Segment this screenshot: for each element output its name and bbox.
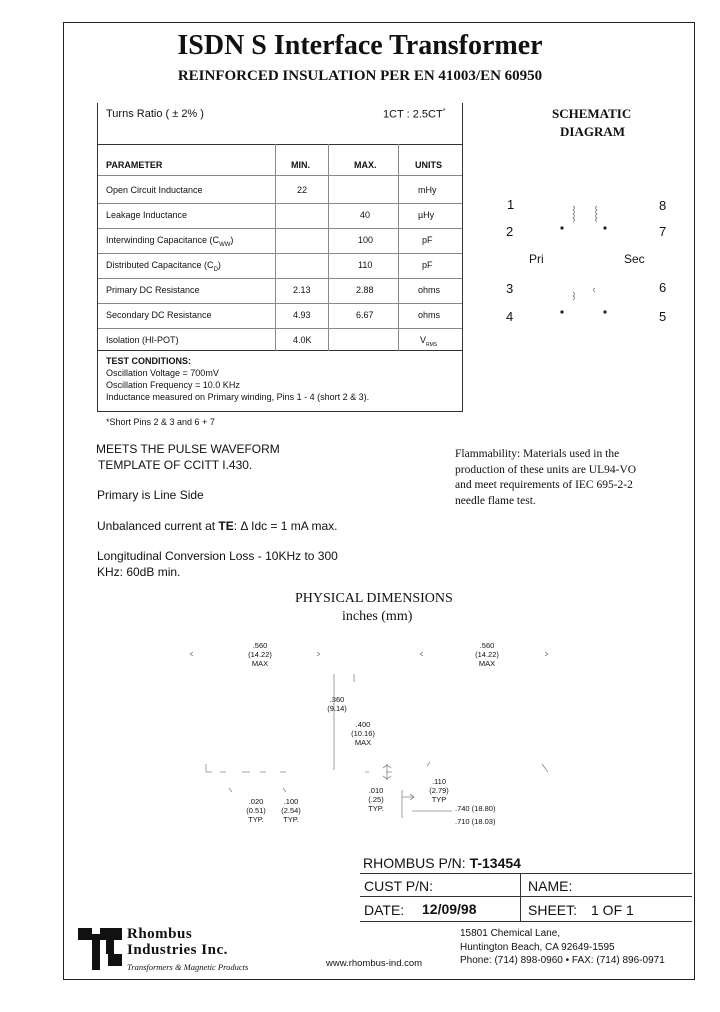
pin-label: 8 [659, 198, 667, 213]
dimension-label: .100 (2.54) TYP. [281, 797, 301, 824]
table-row-min: 4.93 [293, 310, 311, 320]
title-block-divider [520, 874, 521, 922]
col-header-parameter: PARAMETER [106, 160, 163, 170]
pin-label: 6 [659, 280, 667, 295]
test-condition-line: Inductance measured on Primary winding, Pins 1 - 4 (short 2 & 3). [106, 392, 370, 402]
test-condition-line: Oscillation Frequency = 10.0 KHz [106, 380, 240, 390]
pin-label: 4 [506, 309, 514, 324]
name-label: NAME: [528, 878, 573, 894]
table-row-units: pF [422, 235, 433, 245]
company-url[interactable]: www.rhombus-ind.com [326, 958, 423, 969]
part-number-label: RHOMBUS P/N: T-13454 [363, 855, 521, 871]
dimension-drawing [180, 640, 560, 830]
pin-label: 3 [506, 281, 514, 296]
dimension-label: .400 (10.16) MAX [351, 720, 375, 747]
schematic-title: SCHEMATIC [552, 106, 632, 121]
dimension-label: .560 (14.22) MAX [475, 641, 499, 668]
primary-label: Pri [529, 252, 544, 266]
table-row-min: 22 [297, 185, 308, 195]
rhombus-logo [78, 926, 124, 970]
company-name: Rhombus [127, 926, 193, 942]
table-row-units: µHy [418, 210, 435, 220]
primary-side-note: Primary is Line Side [97, 488, 204, 502]
page-title: ISDN S Interface Transformer [177, 30, 543, 61]
flammability-note: Flammability: Materials used in the production of these units are UL94-VO and meet requirements of IEC 695-2-2 needle flame test. [455, 448, 637, 507]
meets-text: MEETS THE PULSE WAVEFORM [96, 442, 280, 456]
table-row-param: Secondary DC Resistance [106, 310, 212, 320]
pin-label: 5 [659, 309, 667, 324]
title-block-divider [360, 873, 692, 874]
date-value: 12/09/98 [422, 901, 477, 917]
pin-label: 1 [507, 197, 515, 212]
company-name: Industries Inc. [127, 942, 228, 958]
table-row-param: Isolation (HI-POT) [106, 335, 179, 345]
dimension-label: .560 (14.22) MAX [248, 641, 272, 668]
footnote: *Short Pins 2 & 3 and 6 + 7 [106, 417, 215, 427]
table-row-units: $V_{RMS}$ [420, 335, 438, 348]
sheet-value: 1 OF 1 [591, 902, 634, 918]
table-row-max: 110 [358, 260, 373, 270]
title-block-divider [360, 921, 692, 922]
longitudinal-note: Longitudinal Conversion Loss - 10KHz to 300 [97, 549, 338, 563]
secondary-label: Sec [624, 252, 645, 266]
sheet-label: SHEET: [528, 902, 578, 918]
table-row-units: ohms [418, 310, 441, 320]
table-row-max: 2.88 [356, 285, 374, 295]
table-row-units: mHy [418, 185, 437, 195]
table-row-max: 100 [358, 235, 374, 245]
table-row-param: Interwinding Capacitance $(C_{WW})$ [106, 235, 234, 248]
col-header-units: UNITS [415, 160, 442, 170]
customer-pn-label: CUST P/N: [364, 878, 433, 894]
pin-label: 2 [506, 224, 514, 239]
table-row-param: Open Circuit Inductance [106, 185, 203, 195]
pin-label: 7 [659, 224, 667, 239]
company-address: Huntington Beach, CA 92649-1595 [460, 942, 615, 953]
company-phone: Phone: (714) 898-0960 • FAX: (714) 896-0971 [460, 955, 665, 966]
table-row-units: ohms [418, 285, 441, 295]
dimension-label: .710 (18.03) [455, 817, 496, 826]
table-row-units: pF [422, 260, 433, 270]
test-condition-line: Oscillation Voltage = 700mV [106, 368, 219, 378]
longitudinal-note: KHz: 60dB min. [97, 565, 181, 579]
dimension-label: .360 (9.14) [327, 695, 347, 713]
table-row-param: Distributed Capacitance $(C_D)$ [106, 260, 221, 273]
transformer-symbol [555, 200, 615, 320]
turns-ratio-label: Turns Ratio ( ± 2% ) [106, 108, 204, 120]
table-row-max: 6.67 [356, 310, 374, 320]
schematic-title: DIAGRAM [560, 124, 625, 139]
table-row-param: Primary DC Resistance [106, 285, 200, 295]
dimension-label: .740 (18.80) [455, 804, 496, 813]
date-label: DATE: [364, 902, 405, 918]
unbalanced-note: Unbalanced current at TE: Δ Idc = 1 mA max. [97, 519, 338, 533]
physical-dimensions-units: inches (mm) [342, 609, 413, 624]
meets-text: TEMPLATE OF CCITT I.430. [98, 458, 253, 472]
title-block-divider [360, 896, 692, 897]
turns-ratio-value: 1CT : 2.5CT* [383, 108, 446, 121]
dimension-label: .110 (2.79) TYP [429, 777, 449, 804]
col-header-max: MAX. [354, 160, 377, 170]
table-row-param: Leakage Inductance [106, 210, 188, 220]
dimension-label: .020 (0.51) TYP. [246, 797, 266, 824]
table-row-min: 2.13 [293, 285, 311, 295]
test-conditions-heading: TEST CONDITIONS: [106, 356, 191, 366]
company-tagline: Transformers & Magnetic Products [127, 962, 249, 972]
table-row-max: 40 [360, 210, 371, 220]
company-address: 15801 Chemical Lane, [460, 928, 561, 939]
table-row-min: 4.0K [293, 335, 312, 345]
page-subtitle: REINFORCED INSULATION PER EN 41003/EN 60950 [177, 68, 543, 84]
dimension-label: .010 (.25) TYP. [368, 786, 384, 813]
physical-dimensions-title: PHYSICAL DIMENSIONS [295, 591, 453, 606]
col-header-min: MIN. [291, 160, 310, 170]
